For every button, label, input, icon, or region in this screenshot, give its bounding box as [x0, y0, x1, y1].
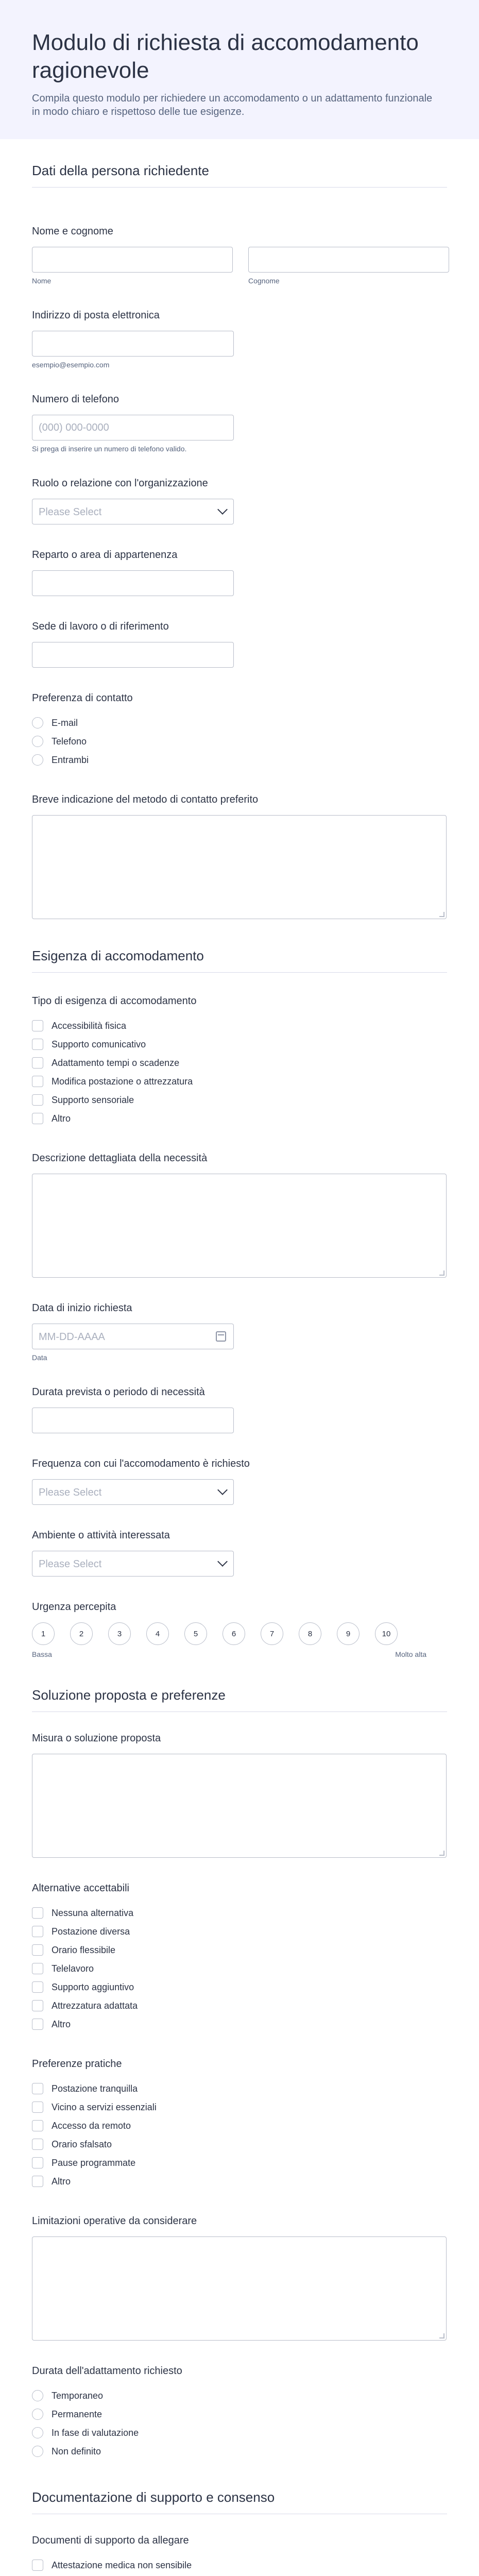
field-adjustment-duration: [32, 2365, 447, 2461]
form-title: Modulo di richiesta di accomodamento ragionevole: [32, 30, 419, 83]
option-label: E-mail: [52, 717, 78, 728]
field-label: Sede di lavoro o di riferimento: [32, 621, 169, 632]
checkbox-option[interactable]: [32, 2135, 447, 2154]
site-input[interactable]: [32, 642, 234, 668]
radio-option[interactable]: [32, 751, 447, 769]
field-frequency: [32, 1458, 447, 1505]
radio-button[interactable]: [32, 2390, 43, 2401]
field-email: [32, 310, 447, 369]
chevron-down-icon: [217, 1485, 228, 1495]
resize-handle-icon[interactable]: [439, 912, 444, 917]
proposed-measure-textarea[interactable]: [32, 1754, 447, 1858]
radio-option[interactable]: [32, 2386, 447, 2405]
field-label: Urgenza percepita: [32, 1601, 116, 1613]
first-name-sublabel: Nome: [32, 277, 52, 285]
scale-option[interactable]: 5: [184, 1622, 207, 1645]
option-label: Telelavoro: [52, 1963, 94, 1974]
field-label: Descrizione dettagliata della necessità: [32, 1153, 208, 1164]
checkbox-option[interactable]: [32, 1054, 447, 1072]
checkbox[interactable]: [32, 2176, 43, 2187]
radio-button[interactable]: [32, 2409, 43, 2420]
scale-option[interactable]: 6: [223, 1622, 245, 1645]
checkbox[interactable]: [32, 2000, 43, 2011]
option-label: Postazione tranquilla: [52, 2083, 138, 2094]
checkbox[interactable]: [32, 2083, 43, 2094]
section-title: Documentazione di supporto e consenso: [32, 2489, 447, 2514]
checkbox[interactable]: [32, 1963, 43, 1974]
field-urgency: [32, 1601, 447, 1658]
field-contact-preference: [32, 692, 447, 769]
checkbox[interactable]: [32, 1113, 43, 1124]
last-name-input[interactable]: [248, 247, 449, 273]
option-label: Vicino a servizi essenziali: [52, 2102, 157, 2112]
checkbox[interactable]: [32, 1926, 43, 1937]
radio-option[interactable]: [32, 714, 447, 732]
radio-button[interactable]: [32, 736, 43, 747]
field-label: Durata prevista o periodo di necessità: [32, 1386, 205, 1398]
field-label: Reparto o area di appartenenza: [32, 549, 178, 561]
email-sublabel: esempio@esempio.com: [32, 361, 110, 369]
radio-button[interactable]: [32, 2427, 43, 2438]
field-label: Documenti di supporto da allegare: [32, 2535, 189, 2546]
scale-option[interactable]: 1: [32, 1622, 55, 1645]
field-need-type: [32, 995, 447, 1128]
select-placeholder: Please Select: [39, 1558, 102, 1570]
field-environment: [32, 1530, 447, 1577]
field-need-description: [32, 1153, 447, 1278]
checkbox-option[interactable]: [32, 1072, 447, 1091]
field-label: Preferenza di contatto: [32, 692, 133, 704]
radio-option[interactable]: [32, 2424, 447, 2442]
section-proposed-solution: [32, 1658, 447, 2461]
field-proposed-measure: [32, 1733, 447, 1858]
field-label: Alternative accettabili: [32, 1883, 129, 1894]
checkbox-option[interactable]: [32, 1904, 447, 1922]
last-name-sublabel: Cognome: [248, 277, 280, 285]
checkbox-option[interactable]: [32, 1091, 447, 1109]
section-title: Soluzione proposta e preferenze: [32, 1687, 447, 1712]
chevron-down-icon: [217, 504, 228, 515]
checkbox[interactable]: [32, 1039, 43, 1050]
scale-low-label: Bassa: [32, 1650, 52, 1658]
field-duration: [32, 1386, 447, 1433]
option-label: Pause programmate: [52, 2157, 136, 2168]
frequency-select[interactable]: [32, 1479, 234, 1505]
field-contact-method: [32, 794, 447, 919]
option-label: Postazione diversa: [52, 1926, 130, 1937]
email-input[interactable]: [32, 331, 234, 357]
option-label: Attrezzatura adattata: [52, 2000, 138, 2011]
field-site: [32, 621, 447, 668]
field-label: Data di inizio richiesta: [32, 1302, 132, 1314]
option-label: Telefono: [52, 736, 87, 747]
option-label: Attestazione medica non sensibile: [52, 2560, 192, 2570]
option-label: Non definito: [52, 2446, 101, 2456]
field-label: Durata dell'adattamento richiesto: [32, 2365, 182, 2377]
checkbox-option[interactable]: [32, 2154, 447, 2172]
scale-high-label: Molto alta: [395, 1650, 426, 1658]
checkbox-option[interactable]: [32, 1922, 447, 1941]
duration-input[interactable]: [32, 1408, 234, 1433]
scale-option[interactable]: 4: [146, 1622, 169, 1645]
calendar-icon[interactable]: [216, 1331, 226, 1342]
start-date-input[interactable]: [32, 1324, 234, 1349]
field-label: Frequenza con cui l'accomodamento è richiesto: [32, 1458, 250, 1469]
field-label: Ambiente o attività interessata: [32, 1530, 170, 1541]
scale-option[interactable]: 2: [70, 1622, 93, 1645]
checkbox-option[interactable]: [32, 2015, 447, 2033]
field-start-date: [32, 1302, 447, 1362]
scale-option[interactable]: 8: [299, 1622, 321, 1645]
radio-option[interactable]: [32, 732, 447, 751]
scale-option[interactable]: 3: [108, 1622, 131, 1645]
select-placeholder: Please Select: [39, 506, 102, 518]
field-label: Breve indicazione del metodo di contatto preferito: [32, 794, 259, 805]
form-header: [0, 0, 479, 139]
checkbox-option[interactable]: [32, 2079, 447, 2098]
field-department: [32, 549, 447, 596]
checkbox[interactable]: [32, 1020, 43, 1031]
operational-limits-textarea[interactable]: [32, 2236, 447, 2341]
option-label: Altro: [52, 2176, 71, 2187]
checkbox-option[interactable]: [32, 1978, 447, 1996]
field-supporting-docs: [32, 2535, 447, 2576]
form-subtitle: Compila questo modulo per richiedere un accomodamento o un adattamento funzionale in modo chiaro e rispettoso delle tue esigenze.: [32, 93, 433, 117]
resize-handle-icon[interactable]: [439, 2333, 444, 2338]
role-select[interactable]: [32, 499, 234, 524]
checkbox-option[interactable]: [32, 1016, 447, 1035]
urgency-scale: [32, 1622, 447, 1645]
section-accommodation-need: [32, 919, 447, 1658]
option-label: Orario sfalsato: [52, 2139, 112, 2149]
checkbox[interactable]: [32, 1944, 43, 1956]
option-label: Temporaneo: [52, 2390, 104, 2401]
section-title: Esigenza di accomodamento: [32, 948, 447, 973]
form-body: [0, 139, 479, 2576]
option-label: Entrambi: [52, 754, 89, 765]
department-input[interactable]: [32, 570, 234, 596]
checkbox-option[interactable]: [32, 1959, 447, 1978]
checkbox-option[interactable]: [32, 1941, 447, 1959]
option-label: Altro: [52, 1113, 71, 1124]
phone-sublabel: Si prega di inserire un numero di telefono valido.: [32, 445, 187, 453]
checkbox-option[interactable]: [32, 2172, 447, 2191]
checkbox-option[interactable]: [32, 2556, 447, 2574]
checkbox[interactable]: [32, 1907, 43, 1919]
phone-input[interactable]: [32, 415, 234, 440]
resize-handle-icon[interactable]: [439, 1270, 444, 1276]
option-label: In fase di valutazione: [52, 2427, 139, 2438]
chevron-down-icon: [217, 1556, 228, 1567]
checkbox[interactable]: [32, 1094, 43, 1106]
radio-button[interactable]: [32, 2446, 43, 2457]
field-phone: [32, 394, 447, 453]
field-label: Numero di telefono: [32, 394, 119, 405]
field-label: Tipo di esigenza di accomodamento: [32, 995, 197, 1007]
option-label: Supporto aggiuntivo: [52, 1981, 134, 1992]
option-label: Supporto comunicativo: [52, 1039, 146, 1049]
field-operational-limits: [32, 2215, 447, 2341]
scale-option[interactable]: 9: [337, 1622, 360, 1645]
option-label: Permanente: [52, 2409, 102, 2419]
field-label: Limitazioni operative da considerare: [32, 2215, 197, 2227]
date-sublabel: Data: [32, 1353, 47, 1362]
scale-option[interactable]: 10: [375, 1622, 398, 1645]
field-label: Misura o soluzione proposta: [32, 1733, 161, 1744]
checkbox[interactable]: [32, 2120, 43, 2131]
checkbox-option[interactable]: [32, 1035, 447, 1054]
checkbox[interactable]: [32, 2139, 43, 2150]
radio-option[interactable]: [32, 2405, 447, 2424]
checkbox-option[interactable]: [32, 1996, 447, 2015]
option-label: Accessibilità fisica: [52, 1020, 127, 1031]
option-label: Supporto sensoriale: [52, 1094, 134, 1105]
field-label: Nome e cognome: [32, 226, 113, 237]
checkbox[interactable]: [32, 1981, 43, 1993]
radio-option[interactable]: [32, 2442, 447, 2461]
field-role: [32, 478, 447, 524]
checkbox[interactable]: [32, 2102, 43, 2113]
checkbox-option[interactable]: [32, 1109, 447, 1128]
field-label: Ruolo o relazione con l'organizzazione: [32, 478, 208, 489]
environment-select[interactable]: [32, 1551, 234, 1577]
checkbox[interactable]: [32, 1076, 43, 1087]
first-name-input[interactable]: [32, 247, 233, 273]
section-title: Dati della persona richiedente: [32, 163, 447, 188]
radio-button[interactable]: [32, 754, 43, 766]
resize-handle-icon[interactable]: [439, 1851, 444, 1856]
scale-option[interactable]: 7: [261, 1622, 283, 1645]
need-description-textarea[interactable]: [32, 1174, 447, 1278]
checkbox-option[interactable]: [32, 2116, 447, 2135]
field-full-name: [32, 226, 447, 285]
checkbox[interactable]: [32, 2157, 43, 2168]
select-placeholder: Please Select: [39, 1487, 102, 1498]
option-label: Altro: [52, 2019, 71, 2029]
checkbox[interactable]: [32, 2560, 43, 2571]
section-documentation-consent: [32, 2461, 447, 2576]
field-label: Indirizzo di posta elettronica: [32, 310, 160, 321]
field-label: Preferenze pratiche: [32, 2058, 122, 2070]
checkbox[interactable]: [32, 2019, 43, 2030]
checkbox-option[interactable]: [32, 2098, 447, 2116]
option-label: Orario flessibile: [52, 1944, 116, 1955]
option-label: Nessuna alternativa: [52, 1907, 134, 1918]
checkbox[interactable]: [32, 1057, 43, 1069]
option-label: Modifica postazione o attrezzatura: [52, 1076, 193, 1087]
contact-method-textarea[interactable]: [32, 815, 447, 919]
section-personal-data: [32, 139, 447, 919]
option-label: Adattamento tempi o scadenze: [52, 1057, 180, 1068]
field-alternatives: [32, 1883, 447, 2033]
option-label: Accesso da remoto: [52, 2120, 131, 2131]
field-practical-preferences: [32, 2058, 447, 2191]
date-placeholder: MM-DD-AAAA: [39, 1331, 105, 1343]
radio-button[interactable]: [32, 717, 43, 728]
